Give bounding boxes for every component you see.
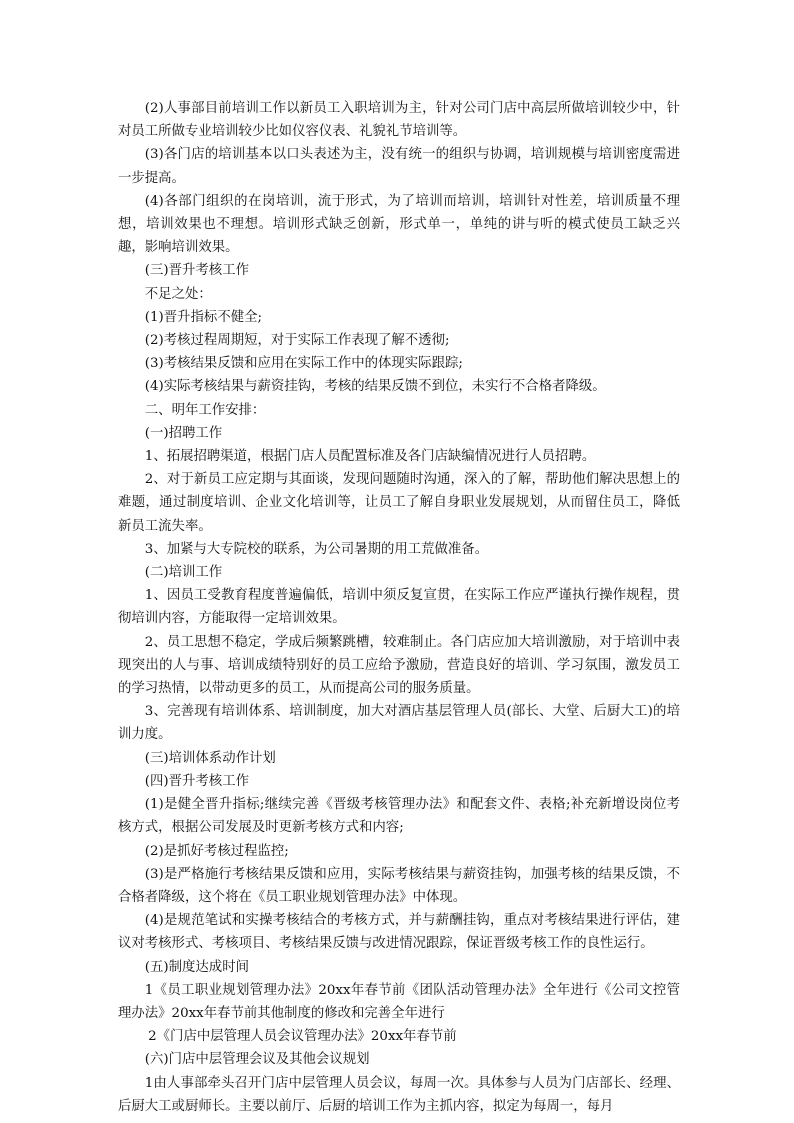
- paragraph: 1由人事部牵头召开门店中层管理人员会议，每周一次。具体参与人员为门店部长、经理、后厨大工或厨师长。主要以前厅、后厨的培训工作为主抓内容，拟定为每周一，每月: [118, 1075, 680, 1114]
- list-item: (3)考核结果反馈和应用在实际工作中的体现实际跟踪;: [144, 356, 463, 372]
- paragraph: 3、加紧与大专院校的联系，为公司暑期的用工荒做准备。: [144, 541, 489, 557]
- section-heading: (四)晋升考核工作: [144, 773, 249, 789]
- section-heading: (六)门店中层管理会议及其他会议规划: [144, 1052, 370, 1068]
- section-heading: (三)晋升考核工作: [144, 263, 249, 279]
- section-heading: (二)培训工作: [144, 565, 223, 581]
- list-item: (4)实际考核结果与薪资挂钩，考核的结果反馈不到位，未实行不合格者降级。: [144, 379, 606, 395]
- list-item: (2)是抓好考核过程监控;: [144, 843, 289, 859]
- list-item: (2)考核过程周期短，对于实际工作表现了解不透彻;: [144, 333, 450, 349]
- paragraph: 1、拓展招聘渠道，根据门店人员配置标准及各门店缺编情况进行人员招聘。: [144, 449, 596, 465]
- paragraph: 1《员工职业规划管理办法》20xx年春节前《团队活动管理办法》全年进行《公司文控管理办法》20xx年春节前其他制度的修改和完善全年进行: [118, 982, 680, 1021]
- paragraph: (3)是严格施行考核结果反馈和应用，实际考核结果与薪资挂钩，加强考核的结果反馈，不合格者降级，这个将在《员工职业规划管理办法》中体现。: [118, 866, 680, 905]
- paragraph: (4)各部门组织的在岗培训，流于形式，为了培训而培训，培训针对性差，培训质量不理想，培训效果也不理想。培训形式缺乏创新，形式单一，单纯的讲与听的模式使员工缺乏兴趣，影响培训效果。: [118, 193, 680, 256]
- section-heading: 二、明年工作安排：: [144, 402, 266, 418]
- section-heading: (一)招聘工作: [144, 425, 223, 441]
- list-item: (1)晋升指标不健全;: [144, 309, 263, 325]
- paragraph: 2、员工思想不稳定，学成后频繁跳槽，较难制止。各门店应加大培训激励，对于培训中表现突出的人与事、培训成绩特别好的员工应给予激励，营造良好的培训、学习氛围，激发员工的学习热情，以带动更多的员工，从而提高公司的服务质量。: [118, 634, 680, 697]
- paragraph: 1、因员工受教育程度普遍偏低，培训中须反复宣贯，在实际工作应严谨执行操作规程，贯彻培训内容，方能取得一定培训效果。: [118, 588, 680, 627]
- paragraph: (3)各门店的培训基本以口头表述为主，没有统一的组织与协调，培训规模与培训密度需进一步提高。: [118, 147, 680, 186]
- paragraph: (1)是健全晋升指标;继续完善《晋级考核管理办法》和配套文件、表格;补充新增设岗位考核方式，根据公司发展及时更新考核方式和内容;: [118, 797, 680, 836]
- paragraph: 3、完善现有培训体系、培训制度，加大对酒店基层管理人员(部长、大堂、后厨大工)的培训力度。: [118, 704, 680, 743]
- section-heading: (五)制度达成时间: [144, 959, 249, 975]
- paragraph: 2、对于新员工应定期与其面谈，发现问题随时沟通，深入的了解，帮助他们解决思想上的难题，通过制度培训、企业文化培训等，让员工了解自身职业发展规划，从而留住员工，降低新员工流失率。: [118, 472, 680, 534]
- paragraph: 不足之处：: [144, 286, 212, 302]
- section-heading: (三)培训体系动作计划: [144, 750, 276, 766]
- paragraph: (2)人事部目前培训工作以新员工入职培训为主，针对公司门店中高层所做培训较少中，针对员工所做专业培训较少比如仪容仪表、礼貌礼节培训等。: [118, 101, 680, 140]
- paragraph: 2《门店中层管理人员会议管理办法》20xx年春节前: [148, 1029, 457, 1045]
- document-body: [118, 97, 680, 1118]
- paragraph: (4)是规范笔试和实操考核结合的考核方式，并与薪酬挂钩，重点对考核结果进行评估，建议对考核形式、考核项目、考核结果反馈与改进情况跟踪，保证晋级考核工作的良性运行。: [118, 913, 680, 952]
